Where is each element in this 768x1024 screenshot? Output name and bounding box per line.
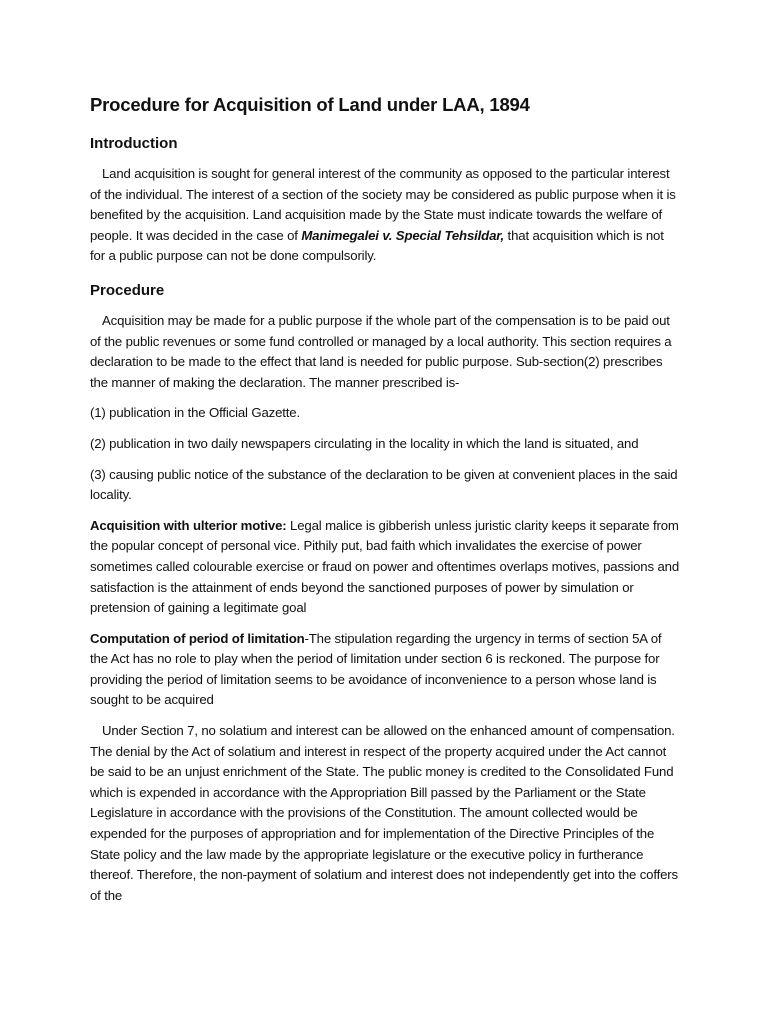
introduction-text-b: that acquisition which is not for a public purpose can not be done compulsorily.: [90, 227, 664, 264]
procedure-heading: Procedure: [90, 281, 165, 299]
list-item: (1) publication in the Official Gazette.: [90, 405, 300, 421]
list-item: (2) publication in two daily newspapers circulating in the locality in which the land is situated, and: [90, 435, 639, 451]
introduction-paragraph: [90, 164, 682, 267]
section7-paragraph: Under Section 7, no solatium and interest can be allowed on the enhanced amount of compensation. The denial by the Act of solatium and interest in respect of the property acquired under the Act cannot be said to be an unjust enrichment of the State. The public money is credited to the Consolidated Fund which is expended in accordance with the Appropriation Bill passed by the Parliament or the State Legislature in accordance with the provisions of the Constitution. The amount collected would be expended for the purposes of appropriation and for implementation of the Directive Principles of the State policy and the law made by the appropriate legislature or the executive policy in furtherance thereof. Therefore, the non-payment of solatium and interest does not independently get into the coffers of the: [90, 723, 678, 903]
document-title: Procedure for Acquisition of Land under LAA, 1894: [90, 94, 530, 115]
ulterior-motive-paragraph: [90, 516, 682, 619]
ulterior-motive-label: Acquisition with ulterior motive:: [90, 517, 287, 533]
case-name: Manimegalei v. Special Tehsildar,: [301, 227, 505, 243]
ulterior-motive-text: Legal malice is gibberish unless juristic clarity keeps it separate from the popular concept of personal vice. Pithily put, bad faith which invalidates the exercise of power sometimes called colourable exercise or fraud on power and oftentimes overlaps motives, passions and satisfaction is the attainment of ends beyond the sanctioned purposes of power by simulation or pretension of gaining a legitimate goal: [90, 517, 680, 616]
procedure-paragraph: Acquisition may be made for a public purpose if the whole part of the compensation is to be paid out of the public revenues or some fund controlled or managed by a local authority. This section requires a declaration to be made to the effect that land is needed for public purpose. Sub-section(2) prescribes the manner of making the declaration. The manner prescribed is-: [90, 312, 672, 390]
introduction-heading: Introduction: [90, 135, 178, 152]
introduction-text-a: Land acquisition is sought for general interest of the community as opposed to the particular interest of the individual. The interest of a section of the society may be considered as public purpose when it is benefited by the acquisition. Land acquisition made by the State must indicate towards the welfare of people. It was decided in the case of: [90, 166, 676, 243]
document-page: [90, 92, 682, 916]
limitation-text: -The stipulation regarding the urgency in terms of section 5A of the Act has no role to play when the period of limitation under section 6 is reckoned. The purpose for providing the period of limitation seems to be avoidance of inconvenience to a person whose land is sought to be acquired: [90, 630, 662, 708]
limitation-paragraph: [90, 629, 682, 711]
list-item: (3) causing public notice of the substance of the declaration to be given at convenient places in the said locality.: [90, 466, 678, 503]
limitation-label: Computation of period of limitation: [90, 630, 305, 646]
